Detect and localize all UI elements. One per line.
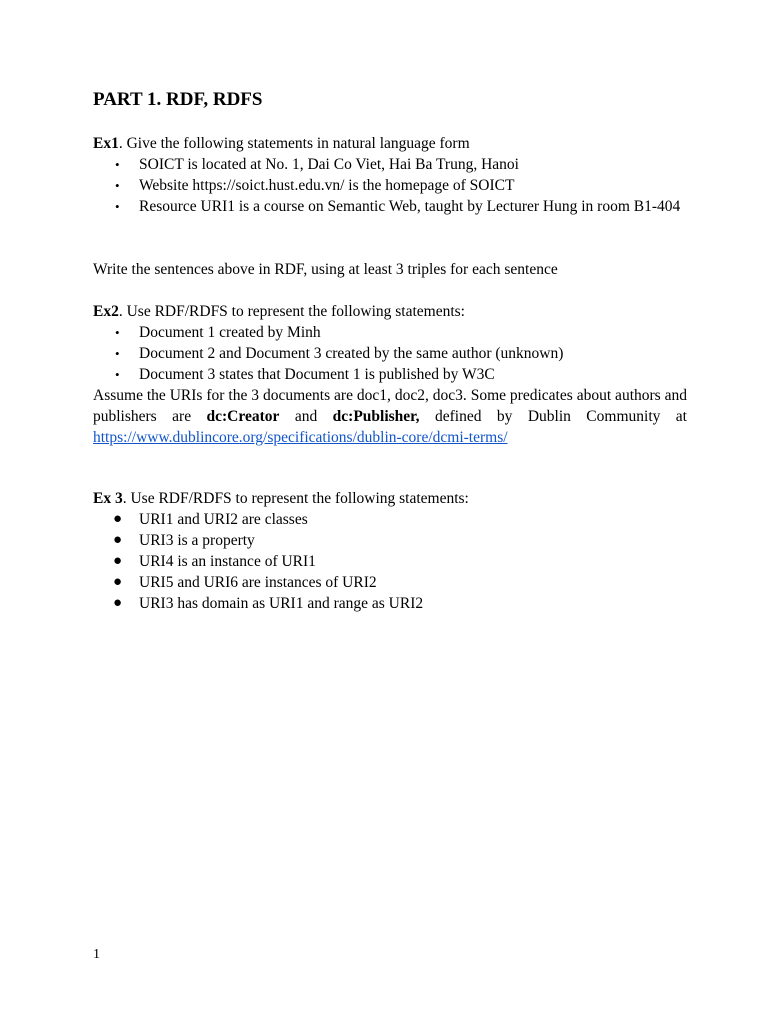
and-text: and	[279, 408, 333, 425]
term-creator: dc:Creator	[206, 408, 280, 425]
bullet-icon: •	[115, 199, 120, 214]
ex1-intro-text: . Give the following statements in natural language form	[118, 135, 470, 152]
ex1-item-text: Resource URI1 is a course on Semantic Web, taught by Lecturer Hung in room B1-404	[139, 198, 681, 215]
ex2-item-text: Document 2 and Document 3 created by the same author (unknown)	[139, 345, 564, 362]
dcmi-terms-link[interactable]: https://www.dublincore.org/specifications/dublin-core/dcmi-terms/	[93, 429, 508, 446]
ex1-label: Ex1	[93, 135, 119, 152]
ex1-followup: Write the sentences above in RDF, using at least 3 triples for each sentence	[93, 261, 558, 278]
ex3-item-text: URI1 and URI2 are classes	[139, 511, 308, 528]
list-item	[93, 572, 687, 593]
ex3-item-text: URI5 and URI6 are instances of URI2	[139, 574, 377, 591]
list-item	[93, 322, 687, 343]
ex1-bullet-list	[93, 154, 687, 217]
list-item	[93, 343, 687, 364]
term-publisher: dc:Publisher,	[332, 408, 420, 425]
bullet-icon: ●	[113, 532, 123, 548]
defined-by-text: defined by Dublin Community at	[419, 408, 687, 425]
list-item	[93, 593, 687, 614]
list-item	[93, 364, 687, 385]
bullet-icon: ●	[113, 553, 123, 569]
ex3-bullet-list	[93, 509, 687, 614]
ex2-item-text: Document 1 created by Minh	[139, 324, 321, 341]
ex3-label: Ex 3	[93, 490, 123, 507]
assumption-text: Assume the URIs for the 3 documents are doc1, doc2, doc3. Some predicates about authors and publishers are	[93, 387, 687, 425]
ex1-item-text: SOICT is located at No. 1, Dai Co Viet, Hai Ba Trung, Hanoi	[139, 156, 519, 173]
ex2-label: Ex2	[93, 303, 119, 320]
ex2-item-text: Document 3 states that Document 1 is published by W3C	[139, 366, 495, 383]
bullet-icon: ●	[113, 574, 123, 590]
bullet-icon: •	[115, 157, 120, 172]
ex3-item-text: URI4 is an instance of URI1	[139, 553, 316, 570]
ex3-item-text: URI3 has domain as URI1 and range as URI2	[139, 595, 424, 612]
list-item	[93, 551, 687, 572]
document-page	[93, 0, 687, 1024]
list-item	[93, 175, 687, 196]
ex1-item-text: Website https://soict.hust.edu.vn/ is the homepage of SOICT	[139, 177, 515, 194]
bullet-icon: •	[115, 367, 120, 382]
bullet-icon: •	[115, 346, 120, 361]
ex2-intro	[93, 301, 687, 322]
part-title: PART 1. RDF, RDFS	[93, 89, 263, 110]
bullet-icon: ●	[113, 595, 123, 611]
list-item	[93, 509, 687, 530]
ex3-item-text: URI3 is a property	[139, 532, 255, 549]
bullet-icon: •	[115, 178, 120, 193]
bullet-icon: ●	[113, 511, 123, 527]
ex2-assumption-paragraph	[93, 385, 687, 448]
page-number: 1	[93, 947, 100, 962]
ex2-intro-text: . Use RDF/RDFS to represent the following statements:	[118, 303, 465, 320]
ex3-intro-text: . Use RDF/RDFS to represent the following statements:	[122, 490, 469, 507]
ex2-bullet-list	[93, 322, 687, 385]
bullet-icon: •	[115, 325, 120, 340]
list-item	[93, 154, 687, 175]
list-item	[93, 196, 687, 217]
ex1-intro	[93, 133, 687, 154]
ex3-intro	[93, 488, 687, 509]
list-item	[93, 530, 687, 551]
